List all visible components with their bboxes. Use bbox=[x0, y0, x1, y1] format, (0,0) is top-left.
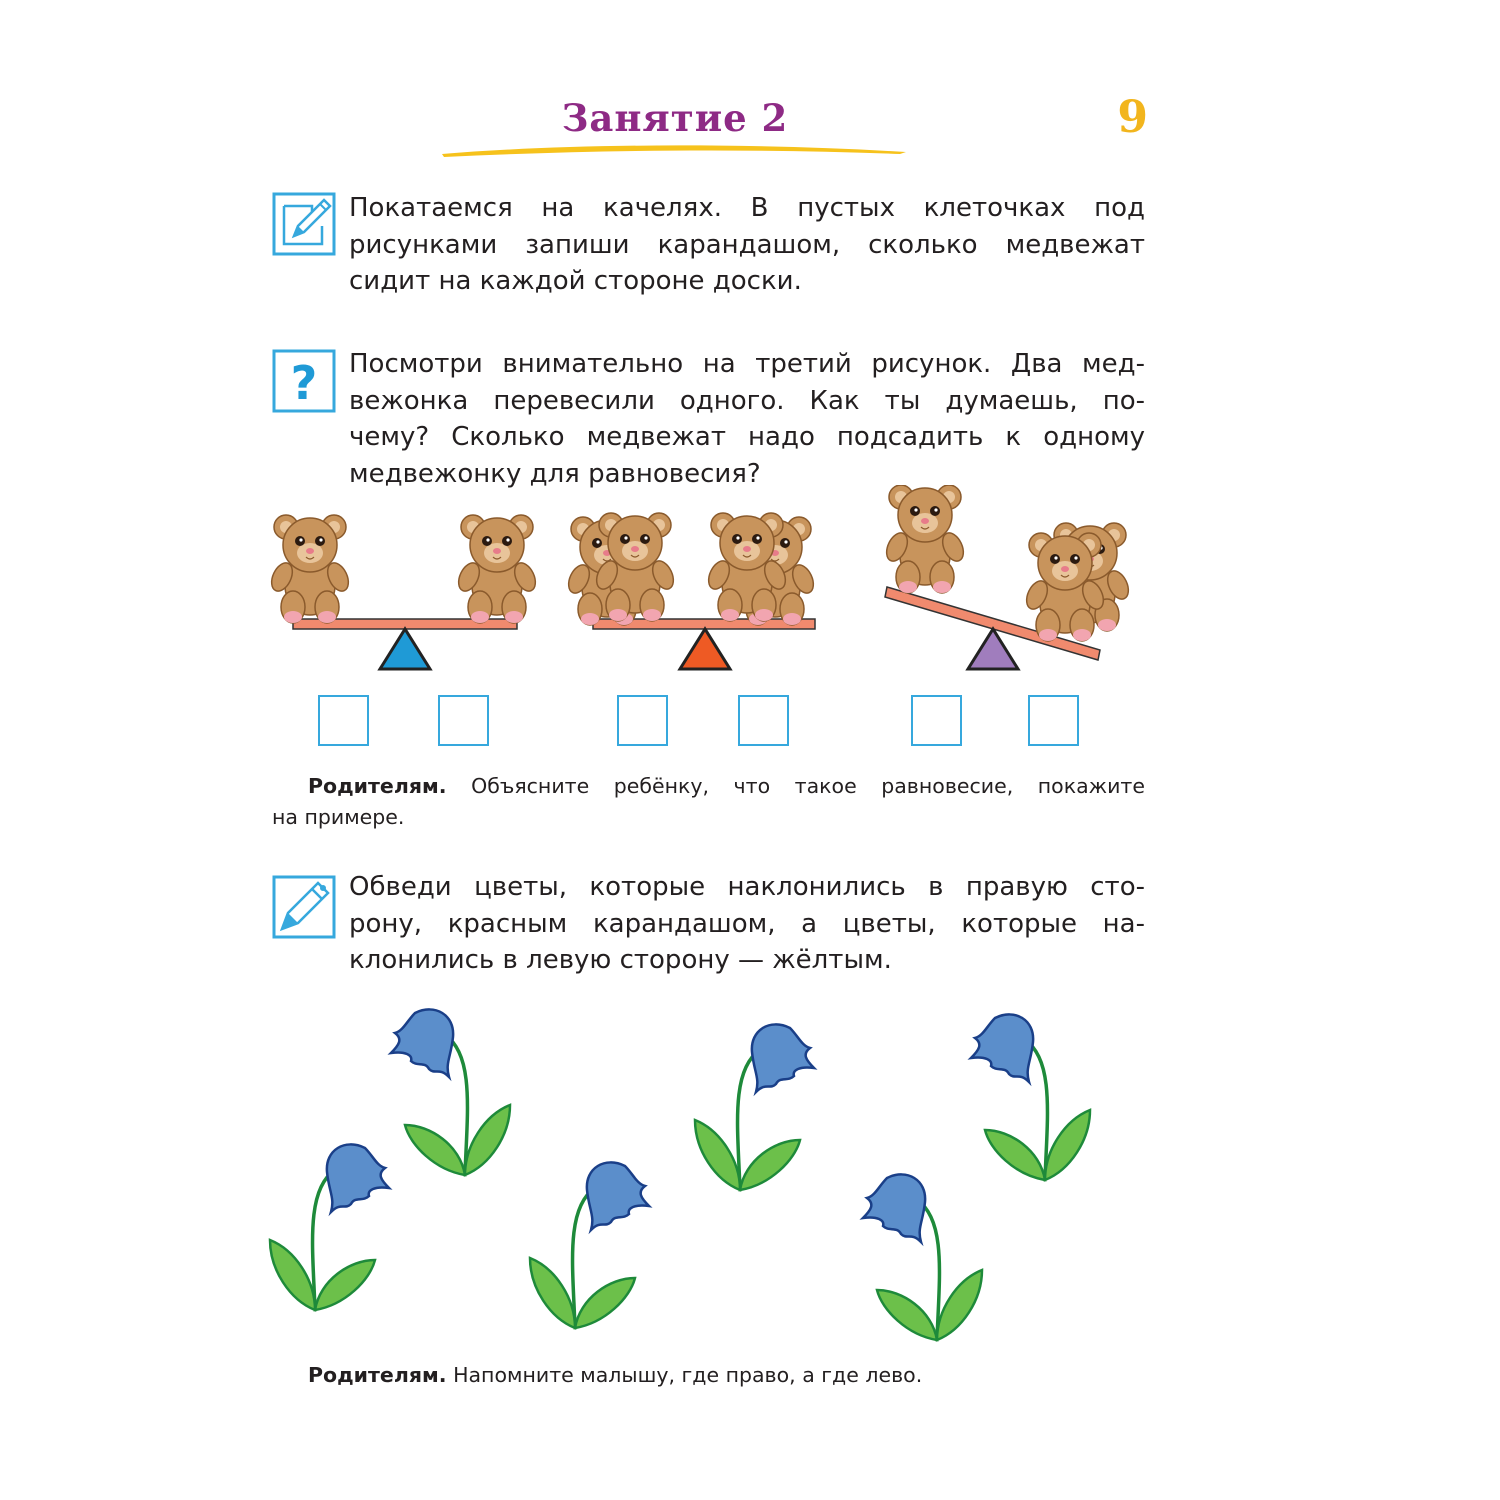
flowers-illustration bbox=[265, 1000, 1155, 1345]
fulcrum-purple bbox=[968, 629, 1018, 669]
flower-6[interactable] bbox=[863, 1174, 982, 1340]
bear-icon bbox=[455, 515, 540, 623]
question-icon bbox=[272, 349, 336, 413]
seesaw-3 bbox=[883, 485, 1133, 669]
lesson-title: Занятие 2 bbox=[561, 96, 789, 140]
task2-text bbox=[349, 346, 1145, 492]
task2-line: Посмотри внимательно на третий рисунок. Два мед- bbox=[349, 349, 1145, 379]
note1-text: Объясните ребёнку, что такое равновесие, покажите bbox=[471, 774, 1145, 798]
flower-4[interactable] bbox=[270, 1144, 389, 1310]
answer-box[interactable] bbox=[318, 695, 369, 746]
task3-line: рону, красным карандашом, а цветы, которые на- bbox=[349, 908, 1145, 939]
pencil-icon bbox=[272, 875, 336, 939]
task1-line: рисунками запиши карандашом, сколько медвежат bbox=[349, 229, 1145, 260]
task1-line: сидит на каждой стороне доски. bbox=[349, 266, 802, 297]
seesaw-2 bbox=[565, 513, 818, 669]
task3-text bbox=[349, 869, 1145, 979]
note2-text: Напомните малышу, где право, а где лево. bbox=[453, 1363, 923, 1387]
answer-box[interactable] bbox=[738, 695, 789, 746]
flower-5[interactable] bbox=[530, 1162, 649, 1328]
task2-line: чему? Сколько медвежат надо подсадить к одному bbox=[349, 422, 1145, 453]
seesaw-1 bbox=[268, 515, 540, 669]
bear-icon bbox=[1023, 533, 1108, 641]
question-glyph: ? bbox=[290, 356, 318, 410]
bear-icon bbox=[593, 513, 678, 621]
note1-line1 bbox=[272, 771, 1145, 802]
task3-line: клонились в левую сторону — жёлтым. bbox=[349, 945, 892, 976]
answer-box[interactable] bbox=[617, 695, 668, 746]
bear-icon bbox=[268, 515, 353, 623]
note1-line2: на примере. bbox=[272, 805, 405, 829]
flower-2[interactable] bbox=[695, 1024, 814, 1190]
note-label: Родителям. bbox=[308, 1363, 447, 1387]
bear-icon bbox=[705, 513, 790, 621]
note-label: Родителям. bbox=[308, 774, 447, 798]
title-underline bbox=[440, 138, 910, 160]
pencil-writing-icon bbox=[272, 192, 336, 256]
answer-box[interactable] bbox=[1028, 695, 1079, 746]
task2-line: медвежонку для равновесия? bbox=[349, 458, 761, 489]
seesaw-illustrations bbox=[265, 485, 1155, 680]
task3-line: Обведи цветы, которые наклонились в правую сто- bbox=[349, 872, 1145, 902]
parents-note-1 bbox=[272, 771, 1145, 833]
bear-icon bbox=[883, 485, 968, 593]
task1-text bbox=[349, 190, 1145, 300]
fulcrum-blue bbox=[380, 629, 430, 669]
flower-1[interactable] bbox=[391, 1009, 510, 1175]
answer-box[interactable] bbox=[438, 695, 489, 746]
task1-line: Покатаемся на качелях. В пустых клеточках под bbox=[349, 193, 1145, 223]
fulcrum-orange bbox=[680, 629, 730, 669]
answer-box[interactable] bbox=[911, 695, 962, 746]
page-number: 9 bbox=[1117, 92, 1148, 143]
flower-3[interactable] bbox=[971, 1014, 1090, 1180]
parents-note-2 bbox=[308, 1360, 1145, 1391]
task2-line: вежонка перевесили одного. Как ты думаешь, по- bbox=[349, 385, 1145, 416]
